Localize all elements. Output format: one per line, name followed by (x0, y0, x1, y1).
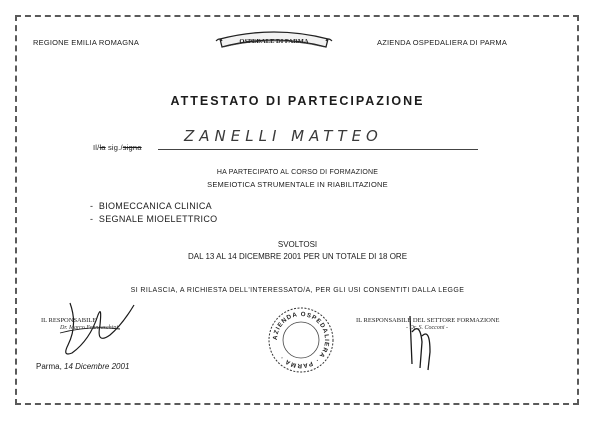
course-name: SEMEIOTICA STRUMENTALE IN RIABILITAZIONE (207, 180, 388, 189)
hospital-logo (214, 27, 334, 55)
recipient-label: Il/la sig./signa (93, 143, 142, 152)
issued-note: SI RILASCIA, A RICHIESTA DELL'INTERESSATO/A, PER GLI USI CONSENTITI DALLA LEGGE (130, 287, 465, 294)
right-signatory-name: - Dr. S. Cocconi - (406, 325, 448, 331)
header-hospital: AZIENDA OSPEDALIERA DI PARMA (377, 38, 508, 47)
recipient-name: ZANELLI MATTEO (184, 127, 383, 145)
left-signatory-role: IL RESPONSABILE (41, 317, 97, 324)
name-underline (158, 149, 478, 150)
place-date: Parma, 14 Dicembre 2001 (36, 362, 130, 371)
svg-text:AZIENDA OSPEDALIERA · PARMA ·: AZIENDA OSPEDALIERA · PARMA · (271, 310, 331, 370)
schedule-dates: DAL 13 AL 14 DICEMBRE 2001 PER UN TOTALE DI 18 ORE (187, 252, 408, 261)
left-signatory-name: Dr. Marco Franceschini (60, 325, 118, 331)
course-intro: HA PARTECIPATO AL CORSO DI FORMAZIONE (216, 169, 379, 176)
right-signatory-role: IL RESPONSABILE DEL SETTORE FORMAZIONE (356, 317, 500, 324)
header-region: REGIONE EMILIA ROMAGNA (33, 38, 140, 47)
topic-item: - BIOMECCANICA CLINICA (90, 201, 212, 211)
topic-item: - SEGNALE MIOELETTRICO (90, 214, 218, 224)
schedule-label: SVOLTOSI (277, 240, 318, 249)
hospital-stamp (266, 305, 336, 375)
svg-text:OSPEDALE DI PARMA: OSPEDALE DI PARMA (239, 38, 309, 45)
certificate-title: ATTESTATO DI PARTECIPAZIONE (170, 94, 425, 108)
